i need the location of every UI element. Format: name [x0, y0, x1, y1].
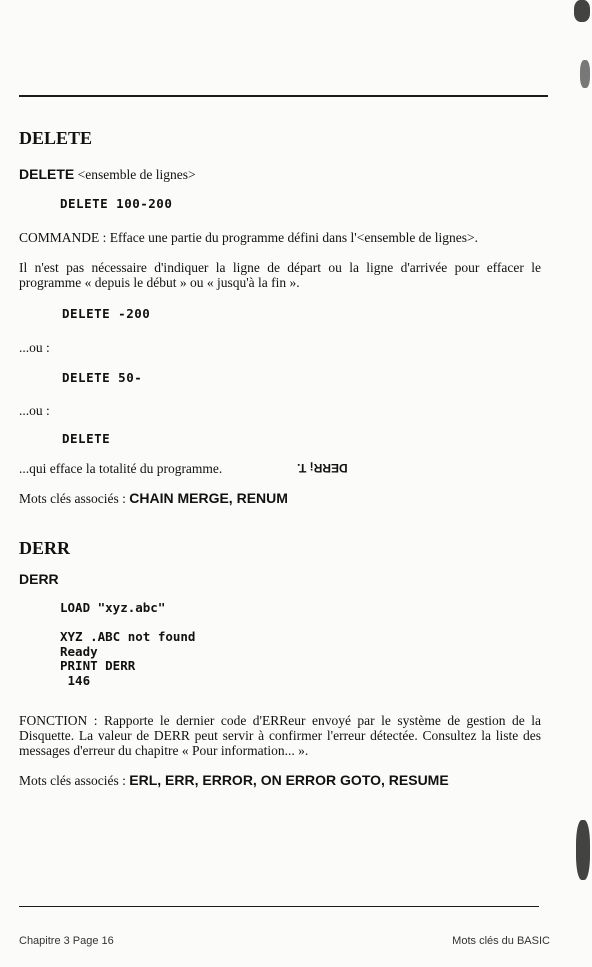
footer-section-title: Mots clés du BASIC [452, 935, 550, 947]
delete-related-label: Mots clés associés : [19, 491, 130, 506]
derr-related-keywords: ERL, ERR, ERROR, ON ERROR GOTO, RESUME [129, 772, 449, 788]
delete-example-4: DELETE [62, 431, 111, 446]
show-through-mirrored: DERR¡ T. [297, 461, 348, 475]
derr-syntax-keyword: DERR [19, 571, 59, 587]
delete-or-1: ...ou : [19, 340, 50, 355]
delete-paragraph: Il n'est pas nécessaire d'indiquer la ligne de départ ou la ligne d'arrivée pour effacer le programme « depuis le début » ou « jusqu'à la fin ». [19, 260, 541, 290]
scan-smudge-bottom [576, 820, 590, 880]
scan-smudge-top-2 [580, 60, 590, 88]
delete-related-keywords: CHAIN MERGE, RENUM [129, 490, 288, 506]
delete-or-2: ...ou : [19, 403, 50, 418]
bottom-rule [19, 906, 539, 907]
derr-code-example: LOAD "xyz.abc" XYZ .ABC not found Ready PRINT DERR 146 [60, 600, 196, 688]
show-through-text [297, 459, 348, 477]
delete-example-1: DELETE 100-200 [60, 196, 173, 211]
derr-heading: DERR [19, 538, 71, 558]
delete-clears-all: ...qui efface la totalité du programme. [19, 461, 223, 476]
derr-related [19, 773, 449, 788]
scan-smudge-top [574, 0, 590, 22]
delete-related [19, 491, 288, 506]
delete-syntax-keyword: DELETE [19, 166, 75, 182]
derr-related-label: Mots clés associés : [19, 773, 130, 788]
delete-heading: DELETE [19, 128, 93, 148]
delete-example-3: DELETE 50- [62, 370, 143, 385]
delete-example-2: DELETE -200 [62, 306, 151, 321]
derr-function-text: FONCTION : Rapporte le dernier code d'ERReur envoyé par le système de gestion de la Disquette. La valeur de DERR peut servir à confirmer l'erreur détectée. Consultez la liste des messages d'erreur du chapitre « Pour information... ». [19, 713, 541, 758]
delete-syntax-arg: <ensemble de lignes> [74, 167, 196, 182]
delete-command-text: COMMANDE : Efface une partie du programme défini dans l'<ensemble de lignes>. [19, 230, 479, 245]
delete-syntax [19, 167, 196, 182]
footer-page-number: Chapitre 3 Page 16 [19, 935, 114, 947]
top-rule [19, 95, 548, 97]
